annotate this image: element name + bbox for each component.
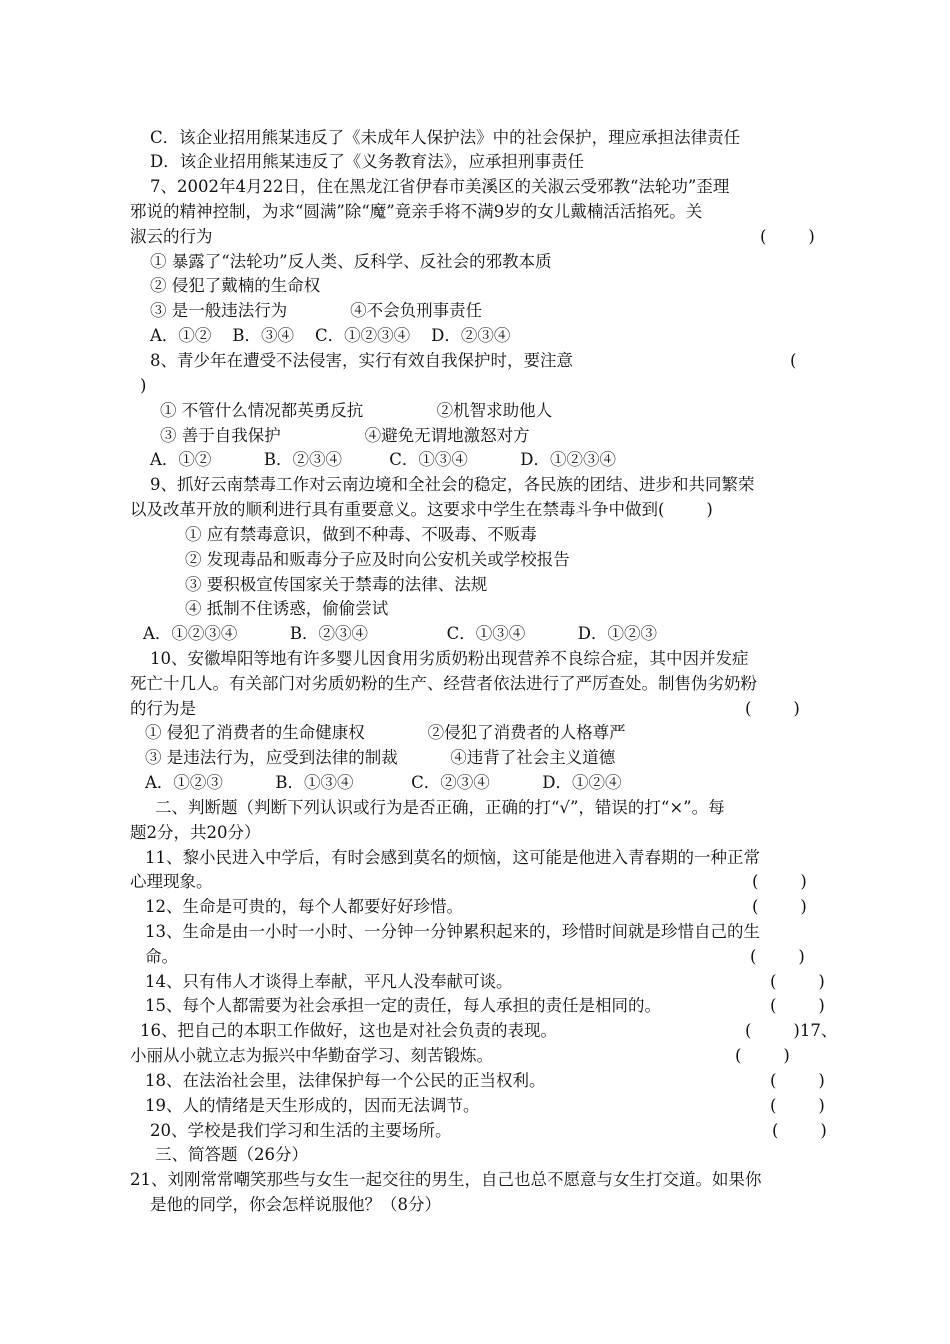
text-line: ③ 善于自我保护 ④避免无谓地激怒对方: [160, 426, 530, 445]
text-line: 是他的同学，你会怎样说服他？（8分）: [150, 1195, 441, 1214]
answer-blank: ( ): [770, 972, 825, 991]
text-line: 死亡十几人。有关部门对劣质奶粉的生产、经营者依法进行了严厉查处。制售伪劣奶粉: [130, 674, 757, 693]
text-line: D．该企业招用熊某违反了《义务教育法》，应承担刑事责任: [150, 152, 584, 171]
answer-blank: (: [790, 351, 797, 370]
answer-blank: ( ): [770, 996, 825, 1015]
text-line: 三、简答题（26分）: [155, 1145, 308, 1164]
text-line: 19、人的情绪是天生形成的，因而无法调节。: [145, 1096, 480, 1115]
text-line: ① 侵犯了消费者的生命健康权 ②侵犯了消费者的人格尊严: [145, 723, 626, 742]
text-line: 命。: [145, 947, 178, 966]
text-line: C．该企业招用熊某违反了《未成年人保护法》中的社会保护，理应承担法律责任: [150, 128, 741, 147]
text-line: ② 侵犯了戴楠的生命权: [150, 276, 321, 295]
answer-blank: ( ): [745, 699, 800, 718]
text-line: 小丽从小就立志为振兴中华勤奋学习、刻苦锻炼。: [130, 1046, 493, 1065]
text-line: 14、只有伟人才谈得上奉献，平凡人没奉献可谈。: [145, 972, 513, 991]
text-line: ③ 是违法行为，应受到法律的制裁 ④违背了社会主义道德: [145, 748, 616, 767]
text-line: 18、在法治社会里，法律保护每一个公民的正当权利。: [145, 1071, 546, 1090]
text-line: ③ 是一般违法行为 ④不会负刑事责任: [150, 301, 483, 320]
text-line: 15、每个人都需要为社会承担一定的责任，每人承担的责任是相同的。: [145, 996, 661, 1015]
text-line: 心理现象。: [130, 872, 213, 891]
answer-blank: ( ): [770, 1096, 825, 1115]
text-line: 10、安徽埠阳等地有许多婴儿因食用劣质奶粉出现营养不良综合症，其中因并发症: [150, 649, 749, 668]
text-line: 12、生命是可贵的，每个人都要好好珍惜。: [145, 897, 463, 916]
answer-blank: ( ): [750, 947, 805, 966]
answer-blank: ( ): [752, 897, 807, 916]
text-line: ① 暴露了“法轮功”反人类、反科学、反社会的邪教本质: [150, 252, 552, 271]
text-line: 邪说的精神控制，为求“圆满”除“魔”竟亲手将不满9岁的女儿戴楠活活掐死。关: [130, 202, 703, 221]
text-line: ): [140, 376, 147, 395]
text-line: 淑云的行为: [130, 227, 213, 246]
text-line: 二、判断题（判断下列认识或行为是否正确，正确的打“√”，错误的打“×”。每: [155, 798, 725, 817]
text-line: 11、黎小民进入中学后，有时会感到莫名的烦恼，这可能是他进入青春期的一种正常: [145, 848, 760, 867]
answer-blank: ( )17、: [745, 1021, 838, 1040]
text-line: 20、学校是我们学习和生活的主要场所。: [150, 1121, 452, 1140]
text-line: 题2分，共20分）: [130, 823, 261, 842]
answer-blank: ( ): [735, 1046, 790, 1065]
answer-blank: ( ): [760, 227, 815, 246]
answer-blank: ( ): [752, 872, 807, 891]
text-line: A．①②③④ B．②③④ C．①③④ D．①②③: [143, 624, 657, 643]
text-line: 9、抓好云南禁毒工作对云南边境和全社会的稳定，各民族的团结、进步和共同繁荣: [150, 475, 755, 494]
text-line: 21、刘刚常常嘲笑那些与女生一起交往的男生，自己也总不愿意与女生打交道。如果你: [130, 1170, 762, 1189]
text-line: ① 不管什么情况都英勇反抗 ②机智求助他人: [160, 401, 553, 420]
text-line: 的行为是: [130, 699, 196, 718]
text-line: 16、把自己的本职工作做好，这也是对社会负责的表现。: [140, 1021, 557, 1040]
text-line: ② 发现毒品和贩毒分子应及时向公安机关或学校报告: [185, 550, 570, 569]
text-line: 13、生命是由一小时一小时、一分钟一分钟累积起来的，珍惜时间就是珍惜自己的生: [145, 922, 760, 941]
answer-blank: ( ): [770, 1071, 825, 1090]
text-line: A．①②③ B．①③④ C．②③④ D．①②④: [145, 773, 622, 792]
answer-blank: ( ): [772, 1121, 827, 1140]
text-line: 7、2002年4月22日，住在黑龙江省伊春市美溪区的关淑云受邪教“法轮功”歪理: [150, 177, 730, 196]
text-line: A．①② B．③④ C．①②③④ D．②③④: [150, 326, 511, 345]
text-line: A．①② B．②③④ C．①③④ D．①②③④: [150, 450, 616, 469]
text-line: 8、青少年在遭受不法侵害，实行有效自我保护时，要注意: [150, 351, 573, 370]
text-line: ④ 抵制不住诱惑，偷偷尝试: [185, 599, 389, 618]
text-line: ① 应有禁毒意识，做到不种毒、不吸毒、不贩毒: [185, 525, 537, 544]
text-line: ③ 要积极宣传国家关于禁毒的法律、法规: [185, 575, 488, 594]
text-line: 以及改革开放的顺利进行具有重要意义。这要求中学生在禁毒斗争中做到( ): [130, 500, 713, 519]
